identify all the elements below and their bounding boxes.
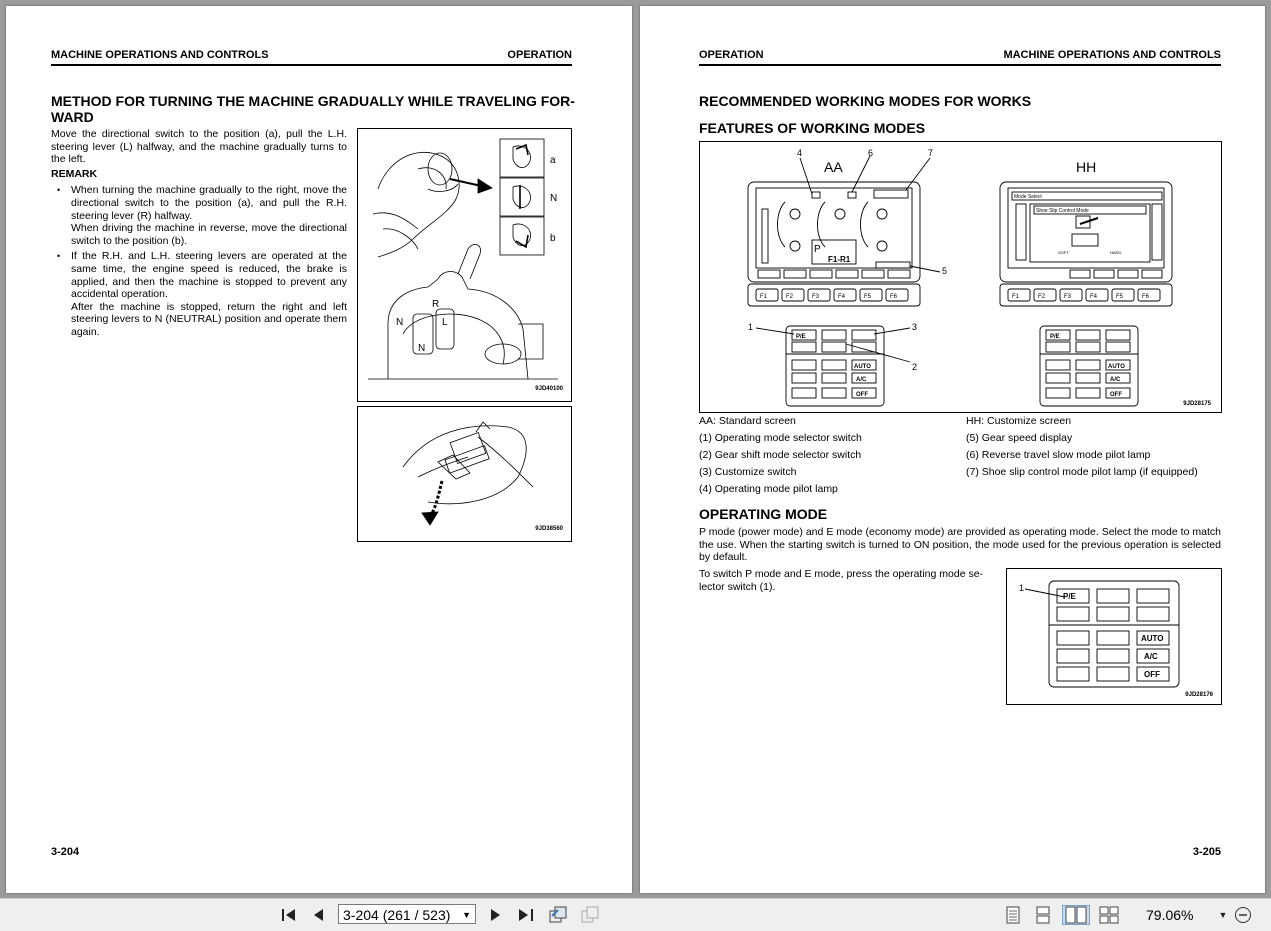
remark-label: REMARK: [51, 167, 98, 180]
left-page: [6, 6, 632, 893]
switch-panel-illustration: [1007, 569, 1221, 704]
working-modes-figure: [699, 141, 1222, 413]
continuous-view-button[interactable]: [1032, 905, 1054, 925]
next-page-button[interactable]: [484, 905, 506, 925]
left-body-text: [51, 128, 347, 342]
callout-6: 6: [868, 148, 874, 158]
left-page-title: [51, 93, 576, 125]
ac-switch-left: A/C: [856, 377, 867, 383]
continuous-page-icon: [1036, 906, 1050, 924]
auto-switch-right: AUTO: [1108, 364, 1125, 370]
remark-item: [51, 250, 347, 338]
f3-key-left: F3: [812, 294, 820, 300]
turning-figure: [357, 406, 572, 542]
off-switch-left: OFF: [856, 392, 868, 398]
left-title-line1: METHOD FOR TURNING THE MACHINE GRADUALLY WHILE TRAVELING FOR-: [51, 93, 575, 109]
facing-view-button[interactable]: [1062, 905, 1090, 925]
fig2-callout-1: 1: [1019, 583, 1025, 593]
label-r: R: [432, 299, 440, 310]
fig2-pe-switch: P/E: [1063, 592, 1076, 601]
label-a: a: [550, 155, 556, 166]
f4-key-left: F4: [838, 294, 846, 300]
go-forward-button[interactable]: [578, 905, 602, 925]
legend-right: [966, 413, 1198, 481]
operating-mode-para2: [699, 568, 999, 593]
right-page: [640, 6, 1265, 893]
zoom-dropdown-button[interactable]: [1218, 905, 1228, 925]
page-number-select[interactable]: [338, 904, 476, 924]
f5-key-right: F5: [1116, 294, 1124, 300]
page-number-value: 3-204 (261 / 523): [343, 907, 451, 923]
right-header-chapter: OPERATION: [699, 49, 764, 61]
f6-key-right: F6: [1142, 294, 1150, 300]
first-page-icon: [281, 907, 297, 923]
legend-item: HH: Customize screen: [966, 415, 1072, 427]
single-page-view-button[interactable]: [1002, 905, 1024, 925]
f2-key-left: F2: [786, 294, 794, 300]
previous-page-button[interactable]: [308, 905, 330, 925]
para2-line2: lector switch (1).: [699, 580, 776, 593]
pe-switch-left: P/E: [796, 334, 806, 340]
monitor-illustration: [700, 142, 1221, 412]
next-page-icon: [487, 907, 503, 923]
operating-mode-para1: P mode (power mode) and E mode (economy mode) are provided as operating mode. Select the mode to match the use. When the starting switch is turned to ON position, the mode used for the previous operation is selected by default.: [699, 526, 1221, 564]
legend-item: (4) Operating mode pilot lamp: [699, 483, 838, 495]
label-b: b: [550, 233, 556, 244]
zoom-out-button[interactable]: [1233, 905, 1253, 925]
legend-item: (5) Gear speed display: [966, 432, 1073, 444]
callout-2: 2: [912, 362, 918, 372]
label-n: N: [550, 193, 558, 204]
switch-panel-figure: [1006, 568, 1222, 705]
left-header-section: MACHINE OPERATIONS AND CONTROLS: [51, 49, 269, 61]
facing-continuous-view-button[interactable]: [1098, 905, 1120, 925]
right-header-rule: [699, 64, 1221, 66]
facing-continuous-icon: [1099, 906, 1119, 924]
right-fig2-code: 9JD28176: [1185, 692, 1213, 698]
f2-key-right: F2: [1038, 294, 1046, 300]
off-switch-right: OFF: [1110, 392, 1122, 398]
label-l: L: [442, 317, 448, 328]
auto-switch-left: AUTO: [854, 364, 871, 370]
legend-item: (1) Operating mode selector switch: [699, 432, 862, 444]
mode-p: P: [814, 244, 821, 255]
callout-1: 1: [748, 322, 754, 332]
soft-text: SOFT: [1058, 250, 1069, 255]
zoom-out-icon: [1234, 906, 1252, 924]
callout-5: 5: [942, 266, 948, 276]
ac-switch-right: A/C: [1110, 377, 1121, 383]
fig2-code: 9JD38560: [535, 526, 563, 532]
chevron-down-icon: ▼: [462, 910, 471, 920]
steering-illustration: [358, 129, 571, 401]
zoom-level[interactable]: 79.06%: [1146, 907, 1194, 923]
label-hh: HH: [1076, 159, 1097, 175]
legend-item: (7) Shoe slip control mode pilot lamp (if equipped): [966, 466, 1198, 478]
shoe-slip-text: Shoe Slip Control Mode: [1036, 208, 1089, 214]
left-title-line2: WARD: [51, 109, 94, 125]
label-aa: AA: [824, 159, 843, 175]
mode-select-text: Mode Select: [1014, 194, 1042, 200]
legend-left: [699, 413, 862, 498]
previous-page-icon: [311, 907, 327, 923]
remark-item: [51, 184, 347, 247]
pe-switch-right: P/E: [1050, 334, 1060, 340]
callout-4: 4: [797, 148, 803, 158]
left-page-number: 3-204: [51, 846, 80, 858]
chevron-down-icon: ▼: [1218, 910, 1228, 920]
go-forward-view-icon: [580, 906, 600, 924]
legend-item: AA: Standard screen: [699, 415, 796, 427]
callout-3: 3: [912, 322, 918, 332]
label-n-lever-l: N: [396, 317, 404, 328]
last-page-button[interactable]: [514, 905, 538, 925]
f1-key-left: F1: [760, 294, 768, 300]
remark-1-p1: • When turning the machine gradually to the right, move the directional switch to the position (a), and pull the R.H. steering lever (R) halfway.: [71, 184, 347, 222]
f6-key-left: F6: [890, 294, 898, 300]
fig1-code: 9JD40100: [535, 386, 563, 392]
remark-2-p1: • If the R.H. and L.H. steering levers are operated at the same time, the engine speed is reduced, the brake is applied, and then the machine is stopped to prevent any accidental operation.: [71, 250, 347, 301]
label-n-lever-r: N: [418, 343, 426, 354]
remark-1-p2: When driving the machine in reverse, move the directional switch to the position (b).: [71, 222, 347, 247]
last-page-icon: [517, 907, 535, 923]
callout-7: 7: [928, 148, 934, 158]
facing-pages-icon: [1065, 906, 1087, 924]
gear-speed-text: F1-R1: [828, 255, 851, 264]
go-back-view-icon: [548, 906, 568, 924]
single-page-icon: [1006, 906, 1020, 924]
f3-key-right: F3: [1064, 294, 1072, 300]
right-page-number: 3-205: [1192, 846, 1221, 858]
remark-2-p2: After the machine is stopped, return the right and left steering levers to N (NEUTRAL) position and operate them again.: [71, 300, 347, 338]
f1-key-right: F1: [1012, 294, 1020, 300]
legend-item: (3) Customize switch: [699, 466, 797, 478]
remark-list: [51, 184, 347, 338]
para2-line1: To switch P mode and E mode, press the operating mode se-: [699, 568, 984, 580]
fig2-auto-switch: AUTO: [1141, 634, 1164, 643]
go-back-button[interactable]: [546, 905, 570, 925]
operating-mode-title: OPERATING MODE: [699, 506, 828, 522]
right-page-subtitle: FEATURES OF WORKING MODES: [699, 120, 926, 136]
left-header-chapter: OPERATION: [507, 49, 572, 61]
legend-item: (2) Gear shift mode selector switch: [699, 449, 862, 461]
viewer-toolbar: [0, 898, 1271, 931]
left-header-rule: [51, 64, 572, 66]
steering-figure: [357, 128, 572, 402]
hard-text: HARD: [1110, 250, 1122, 255]
legend-item: (6) Reverse travel slow mode pilot lamp: [966, 449, 1151, 461]
f5-key-left: F5: [864, 294, 872, 300]
right-page-title: RECOMMENDED WORKING MODES FOR WORKS: [699, 93, 1032, 109]
fig2-off-switch: OFF: [1144, 670, 1160, 679]
right-fig1-code: 9JD28175: [1183, 401, 1211, 407]
right-header-section: MACHINE OPERATIONS AND CONTROLS: [1003, 49, 1221, 61]
intro-paragraph: Move the directional switch to the position (a), pull the L.H. steering lever (L) halfway, and the machine gradually turns to the left.: [51, 128, 347, 166]
first-page-button[interactable]: [278, 905, 300, 925]
turning-illustration: [358, 407, 571, 541]
f4-key-right: F4: [1090, 294, 1098, 300]
fig2-ac-switch: A/C: [1144, 652, 1158, 661]
